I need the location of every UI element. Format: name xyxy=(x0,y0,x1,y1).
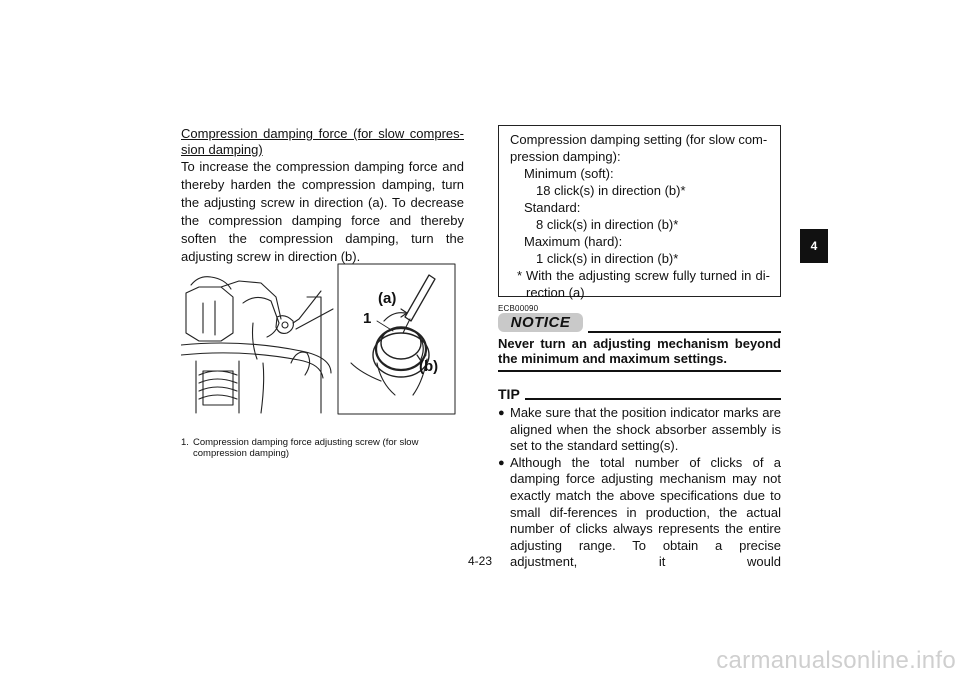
bullet-icon: ● xyxy=(498,456,505,469)
section-heading: Compression damping force (for slow compres-sion damping) xyxy=(181,126,464,157)
spec-title-2: pression damping): xyxy=(510,149,621,164)
page-number: 4-23 xyxy=(467,554,493,568)
spec-max-label: Maximum (hard): xyxy=(524,234,623,249)
left-column xyxy=(181,126,464,266)
spec-box xyxy=(498,125,781,300)
footnote-mark: * xyxy=(517,268,523,283)
notice-rule xyxy=(588,331,781,333)
notice-text: Never turn an adjusting mechanism beyond the minimum and maximum settings. xyxy=(498,336,781,366)
caption-number: 1. xyxy=(181,437,189,448)
list-item xyxy=(498,405,781,455)
notice-end-rule xyxy=(498,370,781,372)
instruction-paragraph: To increase the compression damping force and thereby harden the compression damping, turn the adjusting screw in direction (a). To decrease the compression damping force and thereby soften the compression damping, turn the adjusting screw in direction (b). xyxy=(181,159,464,264)
spec-title-1: Compression damping setting (for slow com- xyxy=(510,132,768,147)
tip-item-text: Although the total number of clicks of a damping force adjusting mechanism may not exactly match the above specifications due to small dif-ferences in production, the actual number of clicks always represents the entire adjusting range. To obtain a precise adjustment, it would xyxy=(510,454,781,570)
spec-std-label: Standard: xyxy=(524,200,581,215)
spec-std-value: 8 click(s) in direction (b)* xyxy=(536,217,679,232)
watermark: carmanualsonline.info xyxy=(716,647,956,674)
tip-item-text: Make sure that the position indicator marks are aligned when the shock absorber assembly is set to the standard setting(s). xyxy=(510,405,781,454)
tip-header xyxy=(498,386,781,404)
bullet-icon: ● xyxy=(498,407,505,419)
spec-footnote xyxy=(510,267,770,301)
spec-min-label: Minimum (soft): xyxy=(524,166,614,181)
notice-code: ECB00090 xyxy=(498,304,539,313)
caption-text: Compression damping force adjusting screw (for slow compression damping) xyxy=(193,437,419,459)
figure-label-a: (a) xyxy=(378,290,397,307)
chapter-tab: 4 xyxy=(800,229,828,263)
notice-header xyxy=(498,313,781,333)
figure-caption xyxy=(181,437,464,459)
spec-min-value: 18 click(s) in direction (b)* xyxy=(536,183,686,198)
tip-list xyxy=(498,405,781,571)
notice-badge: NOTICE xyxy=(498,313,583,332)
tip-rule xyxy=(525,398,781,400)
footnote-text: With the adjusting screw fully turned in di-rection (a) xyxy=(526,268,770,300)
figure-label-b: (b) xyxy=(419,358,439,375)
spec-max-value: 1 click(s) in direction (b)* xyxy=(536,251,679,266)
figure-label-1: 1 xyxy=(363,310,372,327)
tip-label: TIP xyxy=(498,386,520,402)
adjuster-figure xyxy=(181,263,457,415)
